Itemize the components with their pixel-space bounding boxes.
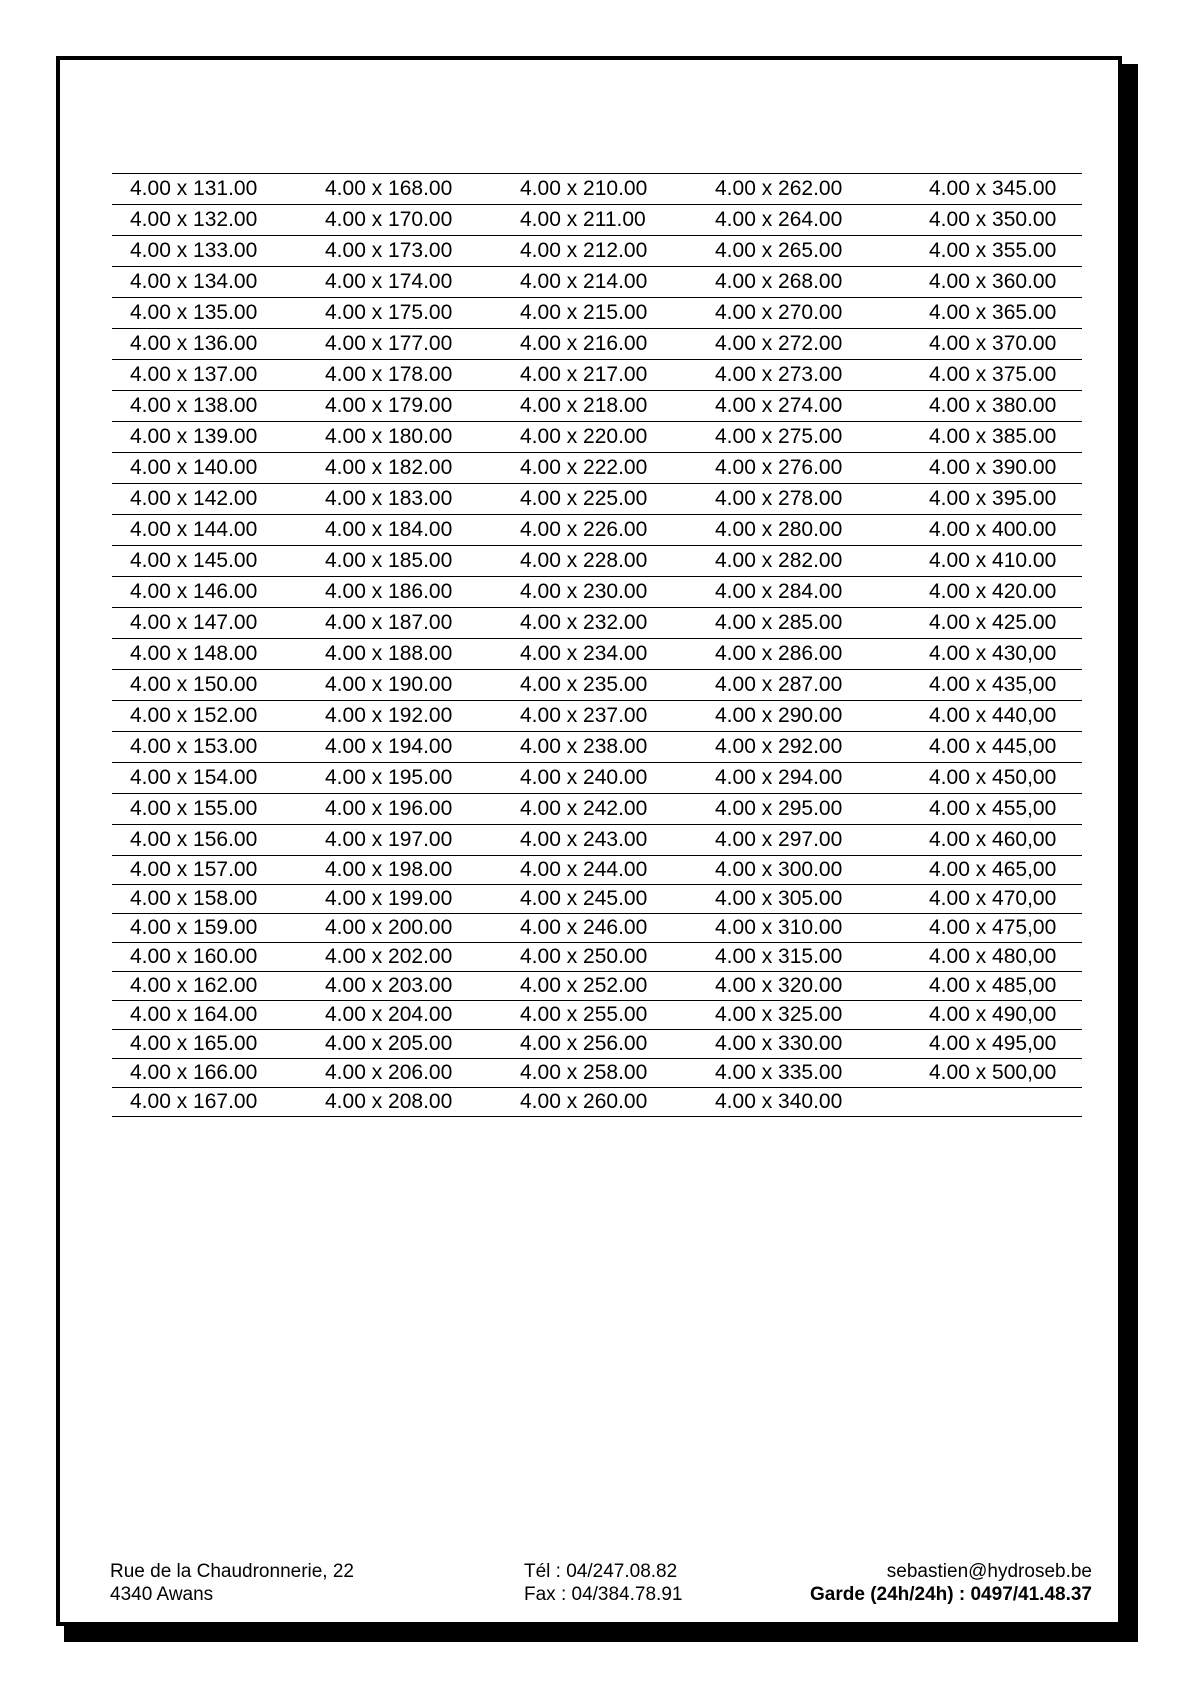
table-cell: 4.00 x 315.00: [697, 943, 915, 972]
fax-number: Fax : 04/384.78.91: [524, 1584, 683, 1605]
table-row: [112, 794, 1082, 825]
table-cell: 4.00 x 160.00: [112, 943, 307, 972]
table-cell: 4.00 x 182.00: [307, 453, 502, 484]
table-cell: 4.00 x 230.00: [502, 577, 697, 608]
table-cell: 4.00 x 180.00: [307, 422, 502, 453]
table-cell: 4.00 x 278.00: [697, 484, 915, 515]
table-cell: 4.00 x 185.00: [307, 546, 502, 577]
table-cell: 4.00 x 162.00: [112, 972, 307, 1001]
table-row: [112, 267, 1082, 298]
table-cell: 4.00 x 260.00: [502, 1088, 697, 1117]
table-cell: 4.00 x 148.00: [112, 639, 307, 670]
table-row: [112, 670, 1082, 701]
sizes-table-body: [112, 174, 1082, 1117]
table-cell: 4.00 x 380.00: [915, 391, 1082, 422]
table-cell: 4.00 x 297.00: [697, 825, 915, 856]
table-row: [112, 1030, 1082, 1059]
table-cell: 4.00 x 177.00: [307, 329, 502, 360]
table-cell: 4.00 x 445,00: [915, 732, 1082, 763]
table-row: [112, 972, 1082, 1001]
table-cell: 4.00 x 147.00: [112, 608, 307, 639]
table-cell: 4.00 x 240.00: [502, 763, 697, 794]
table-cell: 4.00 x 211.00: [502, 205, 697, 236]
table-cell: 4.00 x 205.00: [307, 1030, 502, 1059]
table-cell: 4.00 x 250.00: [502, 943, 697, 972]
table-row: [112, 329, 1082, 360]
table-cell: 4.00 x 170.00: [307, 205, 502, 236]
table-cell: 4.00 x 305.00: [697, 885, 915, 914]
sizes-table: [112, 173, 1082, 1117]
emergency-number: Garde (24h/24h) : 0497/41.48.37: [810, 1584, 1092, 1605]
table-cell: 4.00 x 168.00: [307, 174, 502, 205]
table-row: [112, 856, 1082, 885]
table-cell: 4.00 x 294.00: [697, 763, 915, 794]
table-cell: 4.00 x 158.00: [112, 885, 307, 914]
table-cell: 4.00 x 262.00: [697, 174, 915, 205]
table-cell: 4.00 x 345.00: [915, 174, 1082, 205]
table-cell: 4.00 x 186.00: [307, 577, 502, 608]
table-cell: 4.00 x 214.00: [502, 267, 697, 298]
table-cell: 4.00 x 350.00: [915, 205, 1082, 236]
table-cell: 4.00 x 234.00: [502, 639, 697, 670]
table-cell: 4.00 x 194.00: [307, 732, 502, 763]
table-cell: 4.00 x 203.00: [307, 972, 502, 1001]
table-cell: 4.00 x 154.00: [112, 763, 307, 794]
table-cell: 4.00 x 175.00: [307, 298, 502, 329]
table-cell: 4.00 x 153.00: [112, 732, 307, 763]
table-row: [112, 236, 1082, 267]
table-cell: 4.00 x 420.00: [915, 577, 1082, 608]
table-cell: 4.00 x 210.00: [502, 174, 697, 205]
table-cell: 4.00 x 320.00: [697, 972, 915, 1001]
table-cell: 4.00 x 365.00: [915, 298, 1082, 329]
table-cell: 4.00 x 300.00: [697, 856, 915, 885]
table-cell: 4.00 x 335.00: [697, 1059, 915, 1088]
table-cell: 4.00 x 272.00: [697, 329, 915, 360]
table-cell: 4.00 x 270.00: [697, 298, 915, 329]
table-cell: 4.00 x 202.00: [307, 943, 502, 972]
table-cell: 4.00 x 164.00: [112, 1001, 307, 1030]
table-cell: 4.00 x 470,00: [915, 885, 1082, 914]
table-row: [112, 943, 1082, 972]
table-cell: 4.00 x 134.00: [112, 267, 307, 298]
email-address: sebastien@hydroseb.be: [886, 1561, 1092, 1582]
table-cell: 4.00 x 243.00: [502, 825, 697, 856]
table-cell: 4.00 x 276.00: [697, 453, 915, 484]
table-cell: 4.00 x 197.00: [307, 825, 502, 856]
table-cell: 4.00 x 136.00: [112, 329, 307, 360]
table-cell: 4.00 x 159.00: [112, 914, 307, 943]
table-cell: 4.00 x 133.00: [112, 236, 307, 267]
table-row: [112, 1001, 1082, 1030]
table-row: [112, 546, 1082, 577]
table-row: [112, 577, 1082, 608]
table-cell: 4.00 x 145.00: [112, 546, 307, 577]
table-cell: 4.00 x 204.00: [307, 1001, 502, 1030]
table-cell: 4.00 x 226.00: [502, 515, 697, 546]
table-cell: 4.00 x 187.00: [307, 608, 502, 639]
table-row: [112, 1088, 1082, 1117]
table-cell: 4.00 x 142.00: [112, 484, 307, 515]
footer-address: [110, 1560, 354, 1606]
table-cell: 4.00 x 284.00: [697, 577, 915, 608]
table-row: [112, 763, 1082, 794]
table-cell: 4.00 x 375.00: [915, 360, 1082, 391]
table-cell: 4.00 x 165.00: [112, 1030, 307, 1059]
table-cell: 4.00 x 216.00: [502, 329, 697, 360]
table-row: [112, 298, 1082, 329]
table-cell: 4.00 x 184.00: [307, 515, 502, 546]
table-cell: 4.00 x 275.00: [697, 422, 915, 453]
table-cell: 4.00 x 137.00: [112, 360, 307, 391]
table-cell: 4.00 x 495,00: [915, 1030, 1082, 1059]
table-cell: 4.00 x 355.00: [915, 236, 1082, 267]
table-cell: 4.00 x 188.00: [307, 639, 502, 670]
table-cell: 4.00 x 268.00: [697, 267, 915, 298]
table-cell: 4.00 x 282.00: [697, 546, 915, 577]
table-cell: 4.00 x 222.00: [502, 453, 697, 484]
table-cell: 4.00 x 132.00: [112, 205, 307, 236]
table-row: [112, 639, 1082, 670]
table-cell: 4.00 x 287.00: [697, 670, 915, 701]
table-cell: 4.00 x 480,00: [915, 943, 1082, 972]
table-cell: 4.00 x 157.00: [112, 856, 307, 885]
table-cell: 4.00 x 310.00: [697, 914, 915, 943]
table-cell: 4.00 x 500,00: [915, 1059, 1082, 1088]
table-cell: 4.00 x 200.00: [307, 914, 502, 943]
table-cell: 4.00 x 435,00: [915, 670, 1082, 701]
table-row: [112, 885, 1082, 914]
table-row: [112, 608, 1082, 639]
table-row: [112, 1059, 1082, 1088]
table-row: [112, 914, 1082, 943]
table-cell: 4.00 x 135.00: [112, 298, 307, 329]
table-cell: 4.00 x 138.00: [112, 391, 307, 422]
table-cell: 4.00 x 195.00: [307, 763, 502, 794]
table-cell: 4.00 x 218.00: [502, 391, 697, 422]
table-cell: 4.00 x 475,00: [915, 914, 1082, 943]
table-row: [112, 205, 1082, 236]
table-cell: 4.00 x 290.00: [697, 701, 915, 732]
table-cell: 4.00 x 217.00: [502, 360, 697, 391]
table-cell: 4.00 x 212.00: [502, 236, 697, 267]
table-row: [112, 515, 1082, 546]
table-cell: 4.00 x 206.00: [307, 1059, 502, 1088]
table-cell: 4.00 x 325.00: [697, 1001, 915, 1030]
table-cell: 4.00 x 225.00: [502, 484, 697, 515]
address-street: Rue de la Chaudronnerie, 22: [110, 1561, 355, 1582]
table-cell: 4.00 x 258.00: [502, 1059, 697, 1088]
table-cell: 4.00 x 285.00: [697, 608, 915, 639]
table-cell: 4.00 x 179.00: [307, 391, 502, 422]
table-row: [112, 701, 1082, 732]
table-cell: 4.00 x 390.00: [915, 453, 1082, 484]
table-cell: 4.00 x 174.00: [307, 267, 502, 298]
table-cell: 4.00 x 360.00: [915, 267, 1082, 298]
table-cell: 4.00 x 215.00: [502, 298, 697, 329]
table-cell: 4.00 x 146.00: [112, 577, 307, 608]
table-cell: 4.00 x 370.00: [915, 329, 1082, 360]
table-cell: 4.00 x 245.00: [502, 885, 697, 914]
table-cell: 4.00 x 430,00: [915, 639, 1082, 670]
table-cell: 4.00 x 425.00: [915, 608, 1082, 639]
table-cell: 4.00 x 173.00: [307, 236, 502, 267]
table-cell: 4.00 x 208.00: [307, 1088, 502, 1117]
table-cell: 4.00 x 460,00: [915, 825, 1082, 856]
table-cell: 4.00 x 295.00: [697, 794, 915, 825]
table-cell: 4.00 x 244.00: [502, 856, 697, 885]
table-cell: 4.00 x 166.00: [112, 1059, 307, 1088]
table-cell: 4.00 x 252.00: [502, 972, 697, 1001]
table-cell: 4.00 x 273.00: [697, 360, 915, 391]
table-cell: 4.00 x 485,00: [915, 972, 1082, 1001]
table-cell: [915, 1088, 1082, 1117]
table-cell: 4.00 x 131.00: [112, 174, 307, 205]
table-cell: 4.00 x 220.00: [502, 422, 697, 453]
table-row: [112, 732, 1082, 763]
table-cell: 4.00 x 237.00: [502, 701, 697, 732]
table-cell: 4.00 x 330.00: [697, 1030, 915, 1059]
table-cell: 4.00 x 265.00: [697, 236, 915, 267]
table-row: [112, 453, 1082, 484]
table-cell: 4.00 x 140.00: [112, 453, 307, 484]
table-cell: 4.00 x 190.00: [307, 670, 502, 701]
table-cell: 4.00 x 183.00: [307, 484, 502, 515]
address-city: 4340 Awans: [110, 1584, 214, 1605]
table-cell: 4.00 x 410.00: [915, 546, 1082, 577]
table-cell: 4.00 x 198.00: [307, 856, 502, 885]
table-cell: 4.00 x 395.00: [915, 484, 1082, 515]
table-cell: 4.00 x 256.00: [502, 1030, 697, 1059]
table-cell: 4.00 x 400.00: [915, 515, 1082, 546]
table-cell: 4.00 x 385.00: [915, 422, 1082, 453]
table-row: [112, 484, 1082, 515]
table-cell: 4.00 x 274.00: [697, 391, 915, 422]
table-cell: 4.00 x 155.00: [112, 794, 307, 825]
table-row: [112, 391, 1082, 422]
table-row: [112, 422, 1082, 453]
table-cell: 4.00 x 156.00: [112, 825, 307, 856]
table-cell: 4.00 x 228.00: [502, 546, 697, 577]
table-row: [112, 174, 1082, 205]
table-row: [112, 360, 1082, 391]
table-cell: 4.00 x 455,00: [915, 794, 1082, 825]
table-cell: 4.00 x 232.00: [502, 608, 697, 639]
table-cell: 4.00 x 286.00: [697, 639, 915, 670]
footer-contact: [810, 1560, 1092, 1606]
table-cell: 4.00 x 450,00: [915, 763, 1082, 794]
table-cell: 4.00 x 246.00: [502, 914, 697, 943]
phone-number: Tél : 04/247.08.82: [524, 1561, 678, 1582]
table-cell: 4.00 x 144.00: [112, 515, 307, 546]
table-cell: 4.00 x 235.00: [502, 670, 697, 701]
table-cell: 4.00 x 238.00: [502, 732, 697, 763]
table-cell: 4.00 x 199.00: [307, 885, 502, 914]
table-cell: 4.00 x 196.00: [307, 794, 502, 825]
table-cell: 4.00 x 440,00: [915, 701, 1082, 732]
table-cell: 4.00 x 152.00: [112, 701, 307, 732]
table-cell: 4.00 x 139.00: [112, 422, 307, 453]
footer-phones: [524, 1560, 682, 1606]
table-cell: 4.00 x 465,00: [915, 856, 1082, 885]
table-cell: 4.00 x 255.00: [502, 1001, 697, 1030]
table-row: [112, 825, 1082, 856]
table-cell: 4.00 x 178.00: [307, 360, 502, 391]
table-cell: 4.00 x 280.00: [697, 515, 915, 546]
table-cell: 4.00 x 340.00: [697, 1088, 915, 1117]
table-cell: 4.00 x 192.00: [307, 701, 502, 732]
table-cell: 4.00 x 242.00: [502, 794, 697, 825]
table-cell: 4.00 x 150.00: [112, 670, 307, 701]
table-cell: 4.00 x 167.00: [112, 1088, 307, 1117]
table-cell: 4.00 x 264.00: [697, 205, 915, 236]
table-cell: 4.00 x 490,00: [915, 1001, 1082, 1030]
table-cell: 4.00 x 292.00: [697, 732, 915, 763]
